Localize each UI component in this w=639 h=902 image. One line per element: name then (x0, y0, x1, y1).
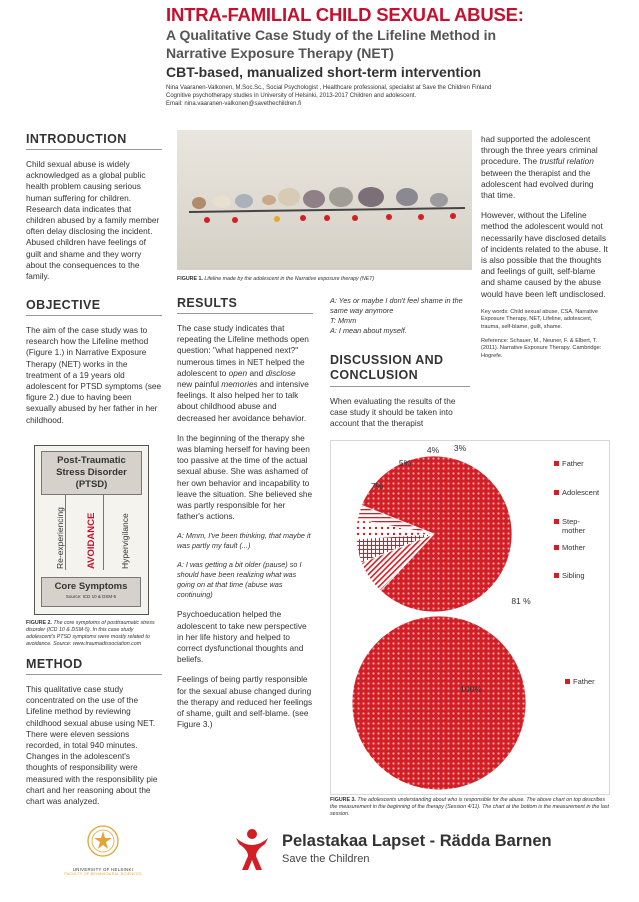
pie1-legend-swatch-1 (554, 490, 559, 495)
pie1-legend-swatch-2 (554, 519, 559, 524)
objective-text: The aim of the case study was to research how the Lifeline method (Figure 1.) in Narrative Exposure Therapy (NET) works in the treatment of a 19 years old adolescent for PTSD symptoms (see figure 2.) due to having been sexually abused by her father in her childhood. (26, 325, 162, 425)
divider (26, 674, 162, 675)
divider (26, 315, 162, 316)
pie1-label-0: 81 % (511, 596, 531, 606)
introduction-heading: INTRODUCTION (26, 132, 127, 146)
ptsd-heading: Post-Traumatic Stress Disorder (PTSD) (41, 451, 142, 495)
ptsd-hypervigilance: Hypervigilance (120, 513, 130, 569)
figure3-label: FIGURE 3. (330, 797, 356, 803)
results-section (177, 296, 313, 739)
divider (65, 494, 66, 570)
pie1-label-2: 5% (398, 458, 412, 468)
quote-adolescent-1: A: Yes or maybe I don't feel shame in the same way anymore (330, 296, 463, 315)
poster-subtitle-2: Narrative Exposure Therapy (NET) (166, 45, 394, 61)
core-symptoms-source: Source: ICD 10 & DSM-5 (65, 594, 117, 599)
results-paragraph-1: The case study indicates that repeating the Lifeline methods open question: "what happened next?" numerous times in NET helped the adolescent to open and disclose new painful memories and intensive feelings. It also helped her to talk about childhood abuse and decreased her avoidance behavior. (177, 323, 309, 423)
divider (103, 494, 104, 570)
discussion-section (330, 353, 470, 430)
results-paragraph-3: Psychoeducation helped the adolescent to take new perspective in her life history and helped to correct dysfunctional thoughts and beliefs. (177, 609, 307, 665)
figure2-label: FIGURE 2. (26, 620, 52, 626)
ptsd-diagram (34, 445, 149, 615)
results-quote-2: A: I was getting a bit older (pause) so I should have been realizing what was going on at that time (abuse was continuing) (177, 560, 302, 600)
save-the-children-logo (232, 826, 632, 876)
core-symptoms-label: Core Symptoms (54, 581, 128, 592)
responsibility-pie-charts (331, 441, 611, 796)
pie1-label-1: 7% (370, 481, 384, 491)
figure3-caption (330, 797, 610, 818)
ptsd-avoidance: AVOIDANCE (86, 512, 97, 569)
introduction-section (26, 132, 162, 282)
pie1-legend-label-1: Adolescent (562, 488, 600, 497)
poster-subtitle-1: A Qualitative Case Study of the Lifeline Method in (166, 27, 497, 43)
divider (177, 313, 313, 314)
figure2-caption (26, 620, 162, 648)
results-quote-1: A: Mmm, I've been thinking, that maybe it was partly my fault (...) (177, 531, 311, 551)
right-paragraph-1: had supported the adolescent through the three years criminal procedure. The trustful relation between the therapist and the adolescent had evolved during that time. (481, 134, 598, 201)
university-name: UNIVERSITY OF HELSINKI (72, 867, 134, 872)
author-email: Email: nina.vaaranen-valkonen@savethechildren.fi (166, 101, 302, 107)
divider (26, 149, 162, 150)
pie1-legend-swatch-4 (554, 573, 559, 578)
university-logo (58, 824, 148, 876)
pie1-label-4: 3% (453, 443, 467, 453)
pie1-legend-swatch-0 (554, 461, 559, 466)
figure3-text: The adolescents understanding about who is responsible for the abuse. The above chart on top describes the measurement in the beginning of the therapy (Session 4/11). The chart at the bottom is the measurement in the last session. (330, 797, 610, 817)
right-paragraph-2: However, without the Lifeline method the adolescent would not necessarily have disclosed details of incidents related to the abuse. It is also possible that the thoughts and feelings of guilt, self-blame and shame caused by the abuse would have been left undisclosed. (481, 210, 608, 299)
core-symptoms-box (41, 577, 141, 607)
discussion-text: When evaluating the results of the case study it should be taken into account that the therapist (330, 396, 456, 429)
university-seal-icon (86, 824, 120, 862)
pie2-label-0: 100% (460, 684, 482, 694)
results-paragraph-2: In the beginning of the therapy she was blaming herself for having been too passive at the time of the actual sexual abuse. She was ashamed of her own behavior and incapability to leave the situation. She believed she was partly responsible for her father's actions. (177, 432, 313, 522)
figure1-caption (177, 276, 477, 283)
figure2-text: The core symptoms of posttraumatic stress disorder (ICD 10 & DSM-5). In this case study adolescent's PTSD symptoms were mostly related to avoidance. Source: www.traumadissociation.com (26, 620, 155, 647)
pie1-label-3: 4% (426, 445, 440, 455)
introduction-text: Child sexual abuse is widely acknowledged as a global public health problem causing serious human suffering for children. Research data indicates that children abused by a family member often delay disclosing the incident. Abused children have feelings of guilt and shame and they worry about the consequences to the family. (26, 159, 160, 282)
save-the-children-icon (232, 826, 272, 872)
method-heading: METHOD (26, 657, 83, 671)
ptsd-reexperiencing: Re-experiencing (55, 507, 65, 569)
faculty-name: FACULTY OF BEHAVIOURAL SCIENCES (64, 872, 142, 876)
results-paragraph-4: Feelings of being partly responsible for the sexual abuse changed during the therapy and reduced her feelings of shame, guilt and self-blame. (see Figure 3.) (177, 674, 313, 730)
objective-heading: OBJECTIVE (26, 298, 101, 312)
objective-section (26, 298, 162, 426)
figure1-label: FIGURE 1. (177, 276, 203, 282)
divider (330, 386, 470, 387)
method-text: This qualitative case study concentrated on the use of the Lifeline method by reviewing childhood sexual abuse using NET. There were eleven sessions recorded, in total 940 minutes. Changes in the adolescent's thoughts of responsibility were measured with the responsibility pie chart and her reasoning about the chart was analyzed. (26, 684, 158, 807)
pie1-legend-label-2: Step-mother (562, 517, 586, 535)
author-line-2: Cognitive psychotherapy studies in University of Helsinki, 2013-2017 Children and adolescent. (166, 93, 417, 99)
figure3-charts (330, 440, 610, 795)
pie2-legend-label-0: Father (573, 677, 595, 686)
quote-adolescent-2: A: I mean about myself. (330, 326, 407, 335)
pie1-legend-label-3: Mother (562, 543, 586, 552)
org-name: Pelastakaa Lapset - Rädda Barnen (282, 832, 552, 850)
quotes-block (330, 296, 470, 336)
poster-title: INTRA-FAMILIAL CHILD SEXUAL ABUSE: (166, 4, 524, 25)
results-heading: RESULTS (177, 296, 238, 310)
reference: Reference: Schauer, M., Neuner, F. & Elbert, T. (2011). Narrative Exposure Therapy. Cambridge: Hogrefe. (481, 338, 602, 359)
right-column (481, 134, 609, 360)
keywords: Key words: Child sexual abuse, CSA, Narrative Exposure Therapy, NET, Lifeline, adolescent, trauma, self-blame, guilt, shame. (481, 308, 598, 330)
pie2-legend-swatch-0 (565, 679, 570, 684)
pie1-legend-swatch-3 (554, 545, 559, 550)
lifeline-image (177, 130, 472, 270)
lifeline-photo (177, 130, 472, 270)
method-section (26, 657, 162, 807)
author-line-1: Nina Vaaranen-Valkonen, M.Soc.Sc., Social Psychologist , Healthcare professional, specialist at Save the Children Finland (166, 85, 492, 91)
poster-subtitle-3: CBT-based, manualized short-term intervention (166, 64, 482, 80)
pie1-legend-label-4: Sibling (562, 571, 585, 580)
pie1-legend-label-0: Father (562, 459, 584, 468)
figure1-text: Lifeline made by the adolescent in the Narrative exposure therapy (NET) (204, 276, 375, 282)
pie2-slice-father (352, 616, 526, 790)
org-subtitle: Save the Children (282, 853, 370, 865)
quote-therapist: T: Mmm (330, 316, 357, 325)
discussion-heading: DISCUSSION AND CONCLUSION (330, 353, 444, 382)
